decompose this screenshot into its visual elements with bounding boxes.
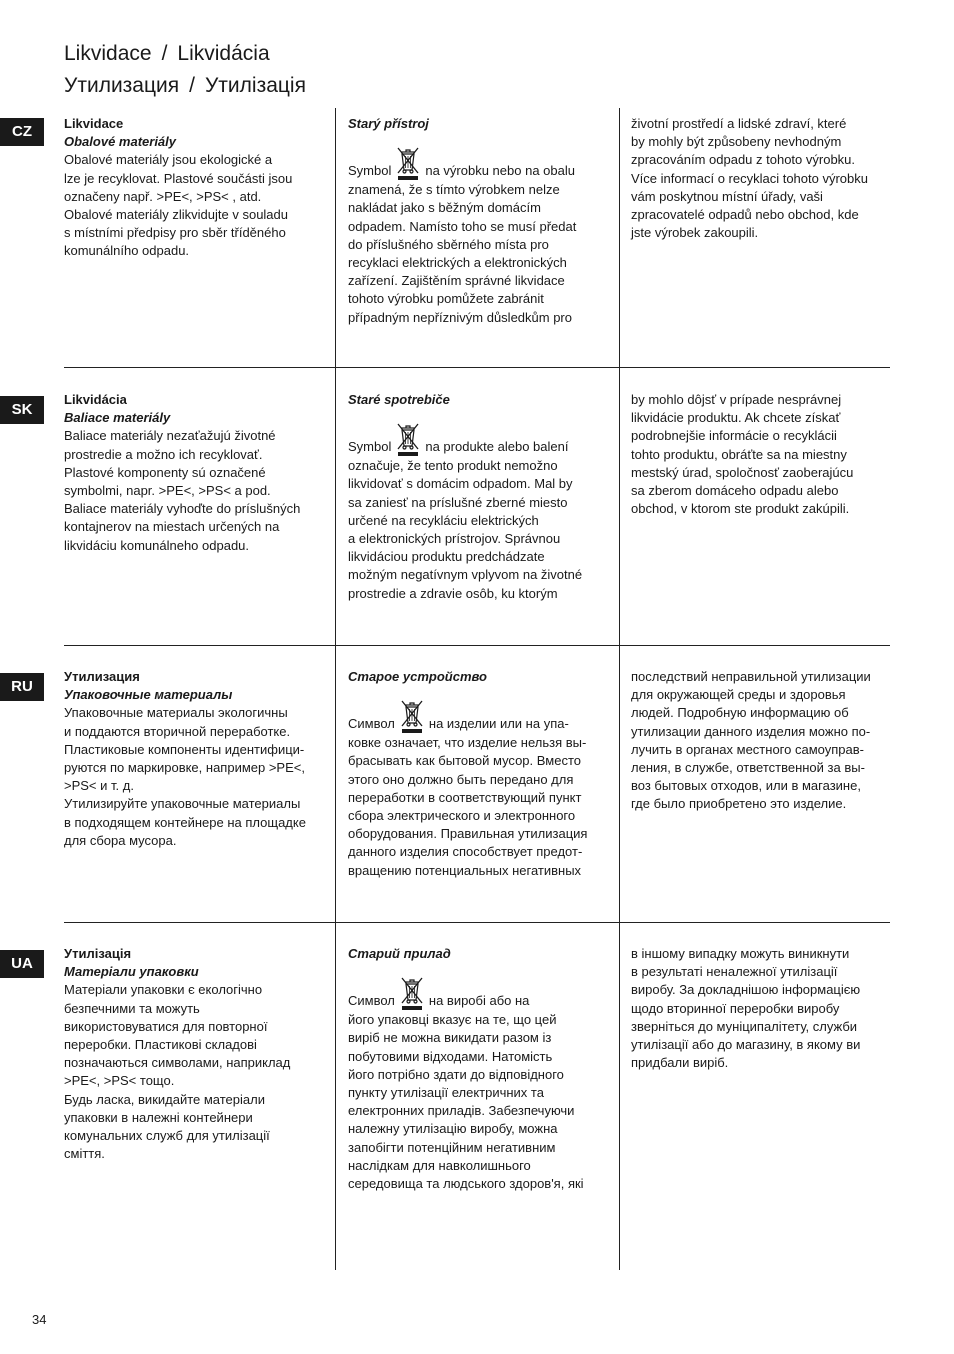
body-text-line: в результаті неналежної утилізації <box>631 964 838 980</box>
section-heading: Утилизация <box>64 669 140 684</box>
subheading: Упаковочные материалы <box>64 687 233 703</box>
body-text-line: последствий неправильной утилизации <box>631 669 871 684</box>
title-separator: / <box>189 74 195 97</box>
body-text-line: nakládat jako s běžným domácím <box>348 200 541 216</box>
packaging-column <box>64 391 326 555</box>
old-appliance-column <box>348 668 610 880</box>
body-text-line: a elektronických prístrojov. Správnou <box>348 531 561 547</box>
lang-tab-ru: RU <box>0 673 44 701</box>
body-text-line: переработки в соответствующий пункт <box>348 789 582 805</box>
body-text-line: mestský úrad, spoločnosť zaoberajúcu <box>631 464 854 480</box>
body-text-line: likvidácie produktu. Ak chcete získať <box>631 410 841 426</box>
continued-text-column <box>631 668 893 814</box>
crossed-out-bin-icon <box>395 421 421 457</box>
section-ua <box>64 945 890 1265</box>
body-text-line: obchod, v ktorom ste produkt zakúpili. <box>631 501 850 517</box>
body-text-line: zpracovatelé odpadů nebo obchod, kde <box>631 207 859 223</box>
body-text-line: ковке означает, что изделие нельзя вы- <box>348 735 587 751</box>
body-text-line: вращению потенциальных негативных <box>348 862 582 878</box>
body-text-line: by mohlo dôjsť v prípade nesprávnej <box>631 392 842 407</box>
body-text-line: Матеріали упаковки є екологічно <box>64 982 263 998</box>
body-text-line: утилизации данного изделия можно по- <box>631 723 871 739</box>
subheading: Baliace materiály <box>64 410 171 426</box>
body-text-line: Baliace materiály vyhoďte do príslušných <box>64 501 301 517</box>
body-text-line: ления, в службе, ответственной за вы- <box>631 760 865 776</box>
body-text-line: людей. Подробную информацию об <box>631 705 849 721</box>
body-text-line: воз бытовых отходов, или в магазине, <box>631 778 861 794</box>
body-text-line: sa zberom domáceho odpadu alebo <box>631 483 839 499</box>
packaging-column <box>64 115 326 261</box>
symbol-label: Символ <box>348 993 395 1009</box>
section-divider <box>64 367 890 368</box>
body-text-line: znamená, že s tímto výrobkem nelze <box>348 182 560 198</box>
spacer <box>348 133 610 145</box>
section-divider <box>64 922 890 923</box>
body-text-line: do příslušného sběrného místa pro <box>348 236 549 252</box>
crossed-out-bin-icon <box>399 975 425 1011</box>
body-text-line: для окружающей среды и здоровья <box>631 687 846 703</box>
subheading: Матеріали упаковки <box>64 964 199 980</box>
body-text-line: сміття. <box>64 1146 105 1162</box>
body-text-line: Утилизируйте упаковочные материалы <box>64 796 301 812</box>
section-heading: Starý přístroj <box>348 116 429 131</box>
title-separator: / <box>161 42 168 65</box>
section-divider <box>64 645 890 646</box>
body-text-line: щодо вторинної переробки виробу <box>631 1000 840 1016</box>
body-text-line: брасывать как бытовой мусор. Вместо <box>348 753 581 769</box>
body-text-line: данного изделия способствует предот- <box>348 844 583 860</box>
page-title-line-2 <box>64 74 306 98</box>
title-ru: Утилизация <box>64 74 180 97</box>
packaging-column <box>64 668 326 850</box>
body-text-line: в іншому випадку можуть виникнути <box>631 946 850 961</box>
symbol-line <box>348 421 610 457</box>
symbol-line <box>348 698 610 734</box>
body-text-line: руются по маркировке, например >PE<, <box>64 760 305 776</box>
continued-text-column <box>631 945 893 1072</box>
body-text-line: zařízení. Zajištěním správné likvidace <box>348 273 565 289</box>
body-text-line: recyklaci elektrických a elektronických <box>348 255 567 271</box>
body-text-line: виробу. За докладнішою інформацією <box>631 982 861 998</box>
body-text-line: його упаковці вказує на те, що цей <box>348 1012 557 1028</box>
body-text-line: komunálního odpadu. <box>64 243 190 259</box>
body-text-line: Více informací o recyklaci tohoto výrobku <box>631 170 868 186</box>
body-text-line: придбали виріб. <box>631 1055 729 1071</box>
spacer <box>348 963 610 975</box>
symbol-text: na produkte alebo balení <box>425 439 569 455</box>
body-text-line: в подходящем контейнере на площадке <box>64 814 306 830</box>
spacer <box>348 409 610 421</box>
section-heading: Likvidácia <box>64 392 127 407</box>
section-heading: Staré spotrebiče <box>348 392 450 407</box>
body-text-line: odpadem. Namísto toho se musí předat <box>348 218 577 234</box>
body-text-line: >PS< и т. д. <box>64 778 134 794</box>
body-text-line: виріб не можна викидати разом із <box>348 1030 552 1046</box>
body-text-line: лучить в органах местного самоуправ- <box>631 741 864 757</box>
body-text-line: zpracováním odpadu z tohoto výrobku. <box>631 152 856 168</box>
body-text-line: prostredie a zdravie osôb, ku ktorým <box>348 585 558 601</box>
old-appliance-column <box>348 115 610 327</box>
body-text-line: určené na recykláciu elektrických <box>348 512 539 528</box>
body-text-line: комунальних служб для утилізації <box>64 1128 270 1144</box>
symbol-label: Символ <box>348 716 395 732</box>
symbol-text: на виробі або на <box>428 993 530 1009</box>
body-text-line: likvidovať s domácim odpadom. Mal by <box>348 476 573 492</box>
body-text-line: likvidáciu komunálneho odpadu. <box>64 537 250 553</box>
section-ru <box>64 668 890 918</box>
body-text-line: prostredie a možno ich recyklovať. <box>64 446 263 462</box>
spacer <box>348 686 610 698</box>
section-heading: Старий прилад <box>348 946 451 961</box>
continued-text-column <box>631 391 893 518</box>
body-text-line: likvidáciou produktu predchádzate <box>348 549 545 565</box>
body-text-line: зверніться до муніципалітету, служби <box>631 1018 858 1034</box>
body-text-line: електронних приладів. Забезпечуючи <box>348 1103 575 1119</box>
body-text-line: сбора электрического и электронного <box>348 808 576 824</box>
section-cz <box>64 115 890 365</box>
body-text-line: позначаються символами, наприклад <box>64 1055 291 1071</box>
body-text-line: середовища та людського здоров'я, які <box>348 1176 584 1192</box>
body-text-line: утилізації або до магазину, в якому ви <box>631 1037 861 1053</box>
old-appliance-column <box>348 945 610 1193</box>
body-text-line: запобігти потенційним негативним <box>348 1139 556 1155</box>
title-sk: Likvidácia <box>177 42 270 65</box>
body-text-line: його потрібно здати до відповідного <box>348 1066 564 1082</box>
body-text-line: належну утилізацію виробу, можна <box>348 1121 558 1137</box>
body-text-line: використовуватися для повторної <box>64 1018 268 1034</box>
symbol-line <box>348 145 610 181</box>
body-text-line: Plastové komponenty sú označené <box>64 464 266 480</box>
body-text-line: označuje, že tento produkt nemožno <box>348 458 558 474</box>
body-text-line: пункту утилізації електричних та <box>348 1085 544 1101</box>
symbol-text: na výrobku nebo na obalu <box>425 163 575 179</box>
body-text-line: by mohly být způsobeny nevhodným <box>631 134 842 150</box>
section-heading: Старое устройство <box>348 669 488 684</box>
body-text-line: где было приобретено это изделие. <box>631 796 847 812</box>
body-text-line: этого оно должно быть передано для <box>348 771 574 787</box>
body-text-line: sa zaniesť na príslušné zberné miesto <box>348 494 568 510</box>
page-title-line-1 <box>64 42 270 66</box>
body-text-line: наслідкам для навколишнього <box>348 1157 531 1173</box>
body-text-line: jste výrobek zakoupili. <box>631 225 759 241</box>
crossed-out-bin-icon <box>399 698 425 734</box>
lang-tab-cz: CZ <box>0 118 44 146</box>
body-text-line: s místními předpisy pro sběr tříděného <box>64 225 286 241</box>
body-text-line: možným negatívnym vplyvom na životné <box>348 567 583 583</box>
page-number: 34 <box>32 1312 47 1327</box>
section-sk <box>64 391 890 641</box>
lang-tab-sk: SK <box>0 396 44 424</box>
body-text-line: безпечними та можуть <box>64 1000 200 1016</box>
body-text-line: symbolmi, napr. >PE<, >PS< a pod. <box>64 483 271 499</box>
body-text-line: оборудования. Правильная утилизация <box>348 826 588 842</box>
body-text-line: Obalové materiály zlikvidujte v souladu <box>64 207 288 223</box>
body-text-line: podrobnejšie informácie o recyklácii <box>631 428 837 444</box>
body-text-line: případným nepříznivým důsledkům pro <box>348 309 572 325</box>
section-heading: Likvidace <box>64 116 124 131</box>
body-text-line: Упаковочные материалы экологичны <box>64 705 288 721</box>
body-text-line: Baliace materiály nezaťažujú životné <box>64 428 276 444</box>
body-text-line: >PE<, >PS< тощо. <box>64 1073 175 1089</box>
body-text-line: životní prostředí a lidské zdraví, které <box>631 116 847 131</box>
body-text-line: переробки. Пластикові складові <box>64 1037 257 1053</box>
lang-tab-ua: UA <box>0 950 44 978</box>
symbol-label: Symbol <box>348 439 392 455</box>
body-text-line: для сбора мусора. <box>64 832 177 848</box>
body-text-line: Пластиковые компоненты идентифици- <box>64 741 305 757</box>
symbol-line <box>348 975 610 1011</box>
body-text-line: и поддаются вторичной переработке. <box>64 723 291 739</box>
body-text-line: tohoto výrobku pomůžete zabránit <box>348 291 544 307</box>
body-text-line: Obalové materiály jsou ekologické a <box>64 152 273 168</box>
section-heading: Утилізація <box>64 946 132 961</box>
old-appliance-column <box>348 391 610 603</box>
body-text-line: упаковки в належні контейнери <box>64 1109 253 1125</box>
title-cz: Likvidace <box>64 42 152 65</box>
crossed-out-bin-icon <box>395 145 421 181</box>
subheading: Obalové materiály <box>64 134 176 150</box>
body-text-line: побутовими відходами. Натомість <box>348 1048 553 1064</box>
body-text-line: lze je recyklovat. Plastové součásti jsou <box>64 170 293 186</box>
body-text-line: kontajnerov na miestach určených na <box>64 519 280 535</box>
packaging-column <box>64 945 326 1163</box>
continued-text-column <box>631 115 893 242</box>
body-text-line: tohto produktu, obráťte sa na miestny <box>631 446 847 462</box>
body-text-line: Будь ласка, викидайте матеріали <box>64 1091 265 1107</box>
body-text-line: označeny např. >PE<, >PS< , atd. <box>64 188 262 204</box>
symbol-label: Symbol <box>348 163 392 179</box>
body-text-line: vám poskytnou místní úřady, vaši <box>631 188 823 204</box>
symbol-text: на изделии или на упа- <box>428 716 569 732</box>
title-ua: Утилізація <box>204 74 306 97</box>
